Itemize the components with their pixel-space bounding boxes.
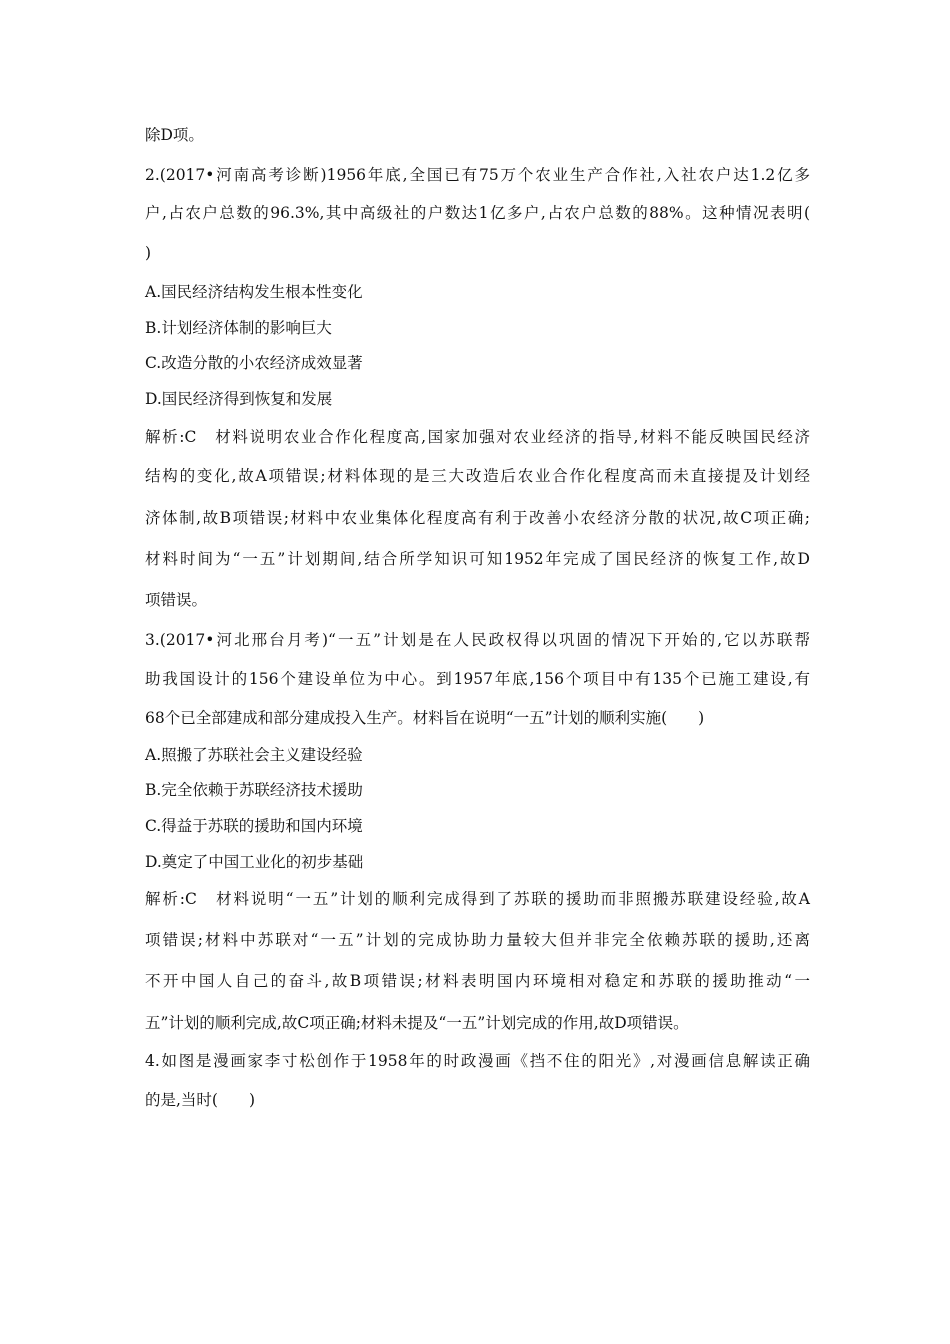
question-3-option-d: D.奠定了中国工业化的初步基础 bbox=[145, 853, 364, 871]
question-2-option-b: B.计划经济体制的影响巨大 bbox=[145, 319, 332, 337]
question-3-option-a: A.照搬了苏联社会主义建设经验 bbox=[145, 746, 363, 764]
question-2-analysis: 材料时间为“一五”计划期间,结合所学知识可知1952年完成了国民经济的恢复工作,故D bbox=[145, 550, 810, 568]
question-2-analysis: 解析:C 材料说明农业合作化程度高,国家加强对农业经济的指导,材料不能反映国民经济 bbox=[145, 428, 810, 446]
question-3-analysis: 解析:C 材料说明“一五”计划的顺利完成得到了苏联的援助而非照搬苏联建设经验,故A bbox=[145, 890, 810, 908]
text-line: 除D项。 bbox=[145, 126, 204, 144]
question-2-stem: ) bbox=[145, 244, 152, 262]
question-3-stem: 3.(2017•河北邢台月考)“一五”计划是在人民政权得以巩固的情况下开始的,它以苏联帮 bbox=[145, 631, 810, 649]
question-3-option-b: B.完全依赖于苏联经济技术援助 bbox=[145, 781, 363, 799]
question-4-stem: 的是,当时( ) bbox=[145, 1091, 256, 1109]
question-2-option-a: A.国民经济结构发生根本性变化 bbox=[145, 283, 363, 301]
question-3-analysis: 项错误;材料中苏联对“一五”计划的完成协助力量较大但并非完全依赖苏联的援助,还离 bbox=[145, 931, 810, 949]
question-2-stem: 户,占农户总数的96.3%,其中高级社的户数达1亿多户,占农户总数的88%。这种情况表明( bbox=[145, 204, 810, 222]
question-2-stem: 2.(2017•河南高考诊断)1956年底,全国已有75万个农业生产合作社,入社农户达1.2亿多 bbox=[145, 166, 810, 184]
question-3-stem: 68个已全部建成和部分建成投入生产。材料旨在说明“一五”计划的顺利实施( ) bbox=[145, 709, 705, 727]
question-2-option-c: C.改造分散的小农经济成效显著 bbox=[145, 354, 363, 372]
question-3-stem: 助我国设计的156个建设单位为中心。到1957年底,156个项目中有135个已施工建设,有 bbox=[145, 670, 810, 688]
question-4-stem: 4.如图是漫画家李寸松创作于1958年的时政漫画《挡不住的阳光》,对漫画信息解读正确 bbox=[145, 1052, 810, 1070]
question-3-analysis: 五”计划的顺利完成,故C项正确;材料未提及“一五”计划完成的作用,故D项错误。 bbox=[145, 1014, 689, 1032]
question-2-analysis: 结构的变化,故A项错误;材料体现的是三大改造后农业合作化程度高而未直接提及计划经 bbox=[145, 467, 810, 485]
question-2-analysis: 济体制,故B项错误;材料中农业集体化程度高有利于改善小农经济分散的状况,故C项正确; bbox=[145, 509, 810, 527]
question-2-analysis: 项错误。 bbox=[145, 591, 208, 609]
question-3-analysis: 不开中国人自己的奋斗,故B项错误;材料表明国内环境相对稳定和苏联的援助推动“一 bbox=[145, 972, 810, 990]
question-2-option-d: D.国民经济得到恢复和发展 bbox=[145, 390, 333, 408]
question-3-option-c: C.得益于苏联的援助和国内环境 bbox=[145, 817, 363, 835]
